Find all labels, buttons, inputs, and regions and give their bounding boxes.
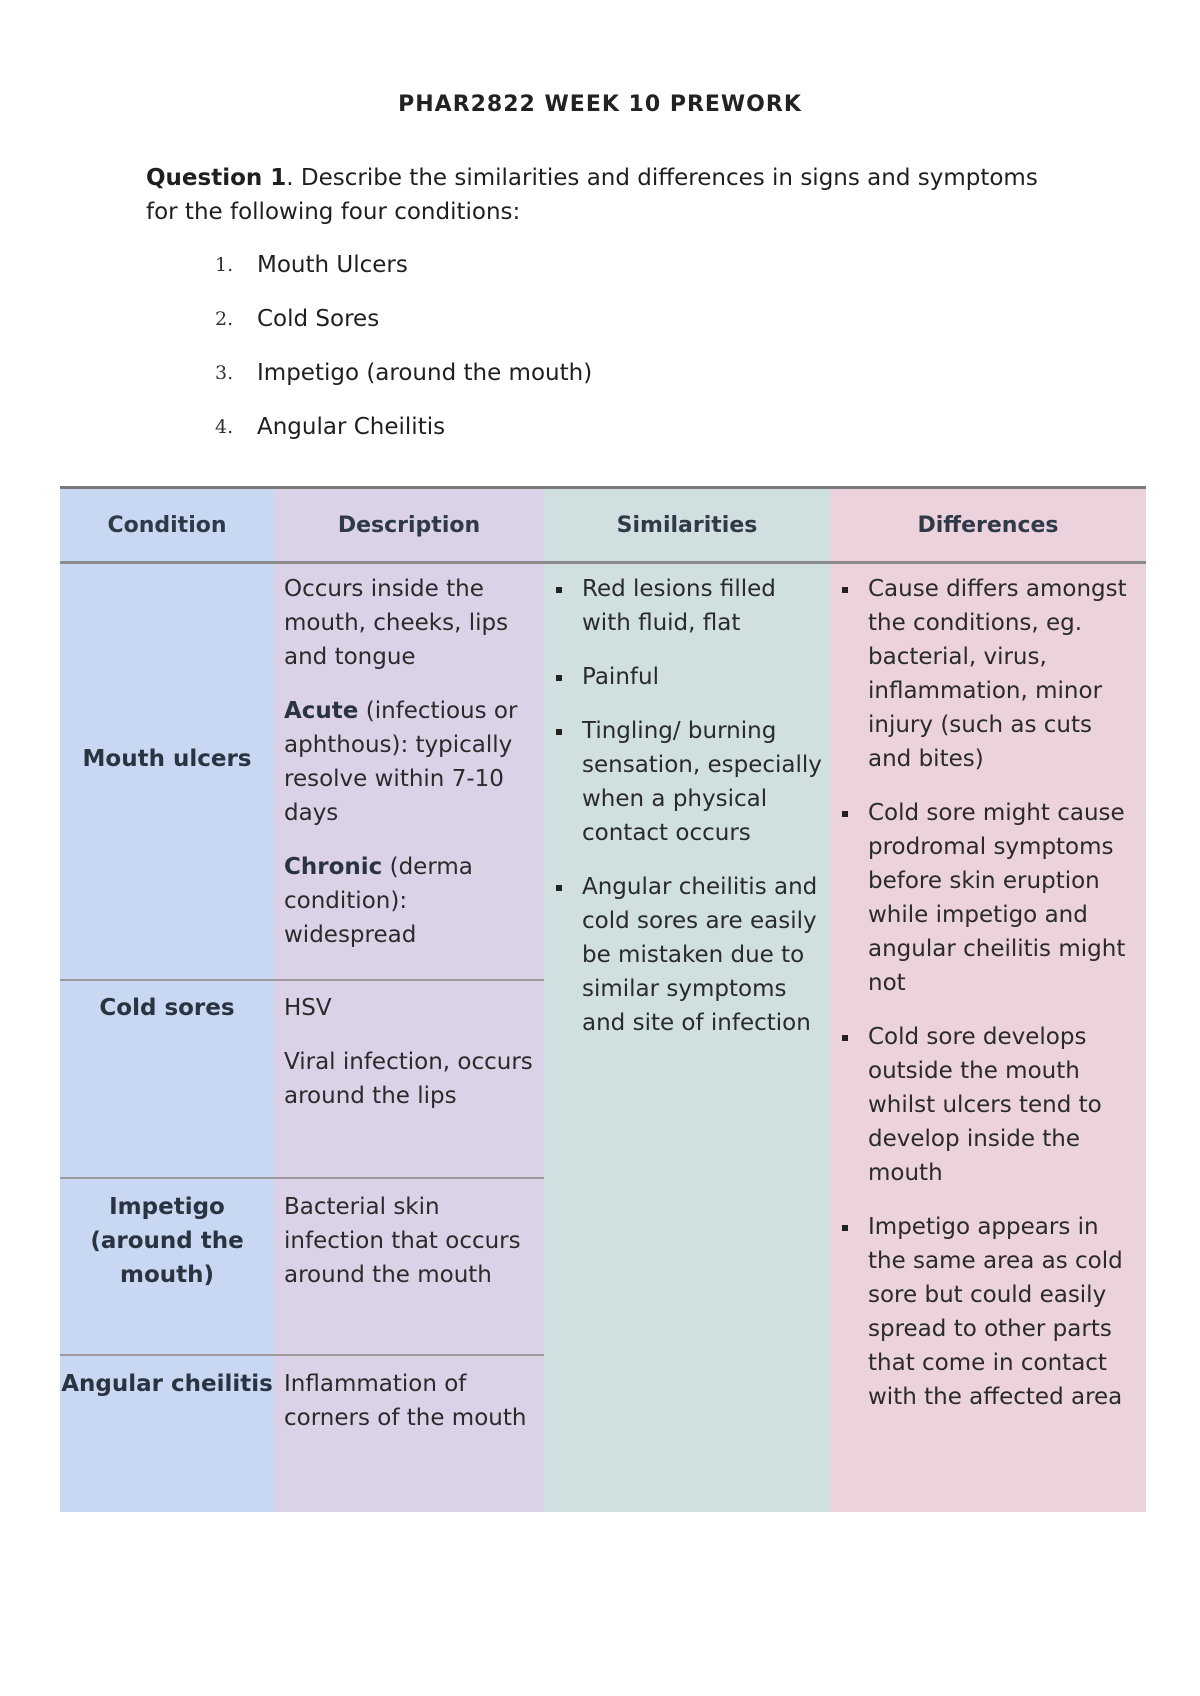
description-angular-cheilitis xyxy=(284,1367,540,1455)
row-divider xyxy=(60,1177,544,1179)
differences-list xyxy=(840,572,1140,1434)
list-item xyxy=(215,302,592,356)
list-number: 4. xyxy=(215,416,234,438)
question-text xyxy=(146,161,1066,229)
list-item xyxy=(215,356,592,410)
similarities-list xyxy=(554,572,824,1060)
list-text: Mouth Ulcers xyxy=(257,252,408,278)
similarity-item: Painful xyxy=(554,660,824,694)
row-divider xyxy=(60,979,544,981)
difference-item: Impetigo appears in the same area as cold sore but could easily spread to other parts that come in contact with the affected area xyxy=(840,1210,1140,1414)
description-text xyxy=(284,694,540,830)
list-item xyxy=(215,410,592,464)
description-text: Occurs inside the mouth, cheeks, lips and tongue xyxy=(284,576,509,670)
list-text: Angular Cheilitis xyxy=(257,414,446,440)
header-differences: Differences xyxy=(917,512,1059,538)
difference-item: Cold sore develops outside the mouth whilst ulcers tend to develop inside the mouth xyxy=(840,1020,1140,1190)
description-text xyxy=(284,850,540,952)
similarity-item: Angular cheilitis and cold sores are easily be mistaken due to similar symptoms and site of infection xyxy=(554,870,824,1040)
condition-mouth-ulcers: Mouth ulcers xyxy=(82,746,252,772)
condition-list xyxy=(215,248,592,464)
description-text: Viral infection, occurs around the lips xyxy=(284,1049,533,1109)
question-label: Question 1 xyxy=(146,165,287,191)
header-similarities: Similarities xyxy=(616,512,758,538)
list-number: 2. xyxy=(215,308,234,330)
description-text: Bacterial skin infection that occurs around the mouth xyxy=(284,1194,521,1288)
header-condition: Condition xyxy=(107,512,227,538)
chronic-text: (derma condition): widespread xyxy=(284,854,473,948)
comparison-table xyxy=(60,486,1146,1512)
condition-cold-sores: Cold sores xyxy=(99,995,235,1021)
acute-label: Acute xyxy=(284,698,359,724)
page-title: PHAR2822 WEEK 10 PREWORK xyxy=(398,92,802,117)
list-text: Impetigo (around the mouth) xyxy=(257,360,593,386)
description-mouth-ulcers xyxy=(284,572,540,972)
row-divider xyxy=(60,1354,544,1356)
difference-item: Cold sore might cause prodromal symptoms before skin eruption while impetigo and angular cheilitis might not xyxy=(840,796,1140,1000)
description-text: Inflammation of corners of the mouth xyxy=(284,1371,527,1431)
similarity-item: Tingling/ burning sensation, especially when a physical contact occurs xyxy=(554,714,824,850)
difference-item: Cause differs amongst the conditions, eg. bacterial, virus, inflammation, minor injury (such as cuts and bites) xyxy=(840,572,1140,776)
header-description: Description xyxy=(337,512,481,538)
description-text: HSV xyxy=(284,995,332,1021)
condition-impetigo: Impetigo (around the mouth) xyxy=(90,1194,244,1288)
description-impetigo xyxy=(284,1190,540,1312)
similarity-item: Red lesions filled with fluid, flat xyxy=(554,572,824,640)
list-number: 1. xyxy=(215,254,234,276)
question-body: . Describe the similarities and differences in signs and symptoms for the following four conditions: xyxy=(146,165,1038,225)
acute-text: (infectious or aphthous): typically resolve within 7-10 days xyxy=(284,698,518,826)
list-text: Cold Sores xyxy=(257,306,380,332)
chronic-label: Chronic xyxy=(284,854,383,880)
list-item xyxy=(215,248,592,302)
header-divider xyxy=(60,561,1146,564)
description-cold-sores xyxy=(284,991,540,1133)
list-number: 3. xyxy=(215,362,234,384)
condition-angular-cheilitis: Angular cheilitis xyxy=(61,1371,273,1397)
